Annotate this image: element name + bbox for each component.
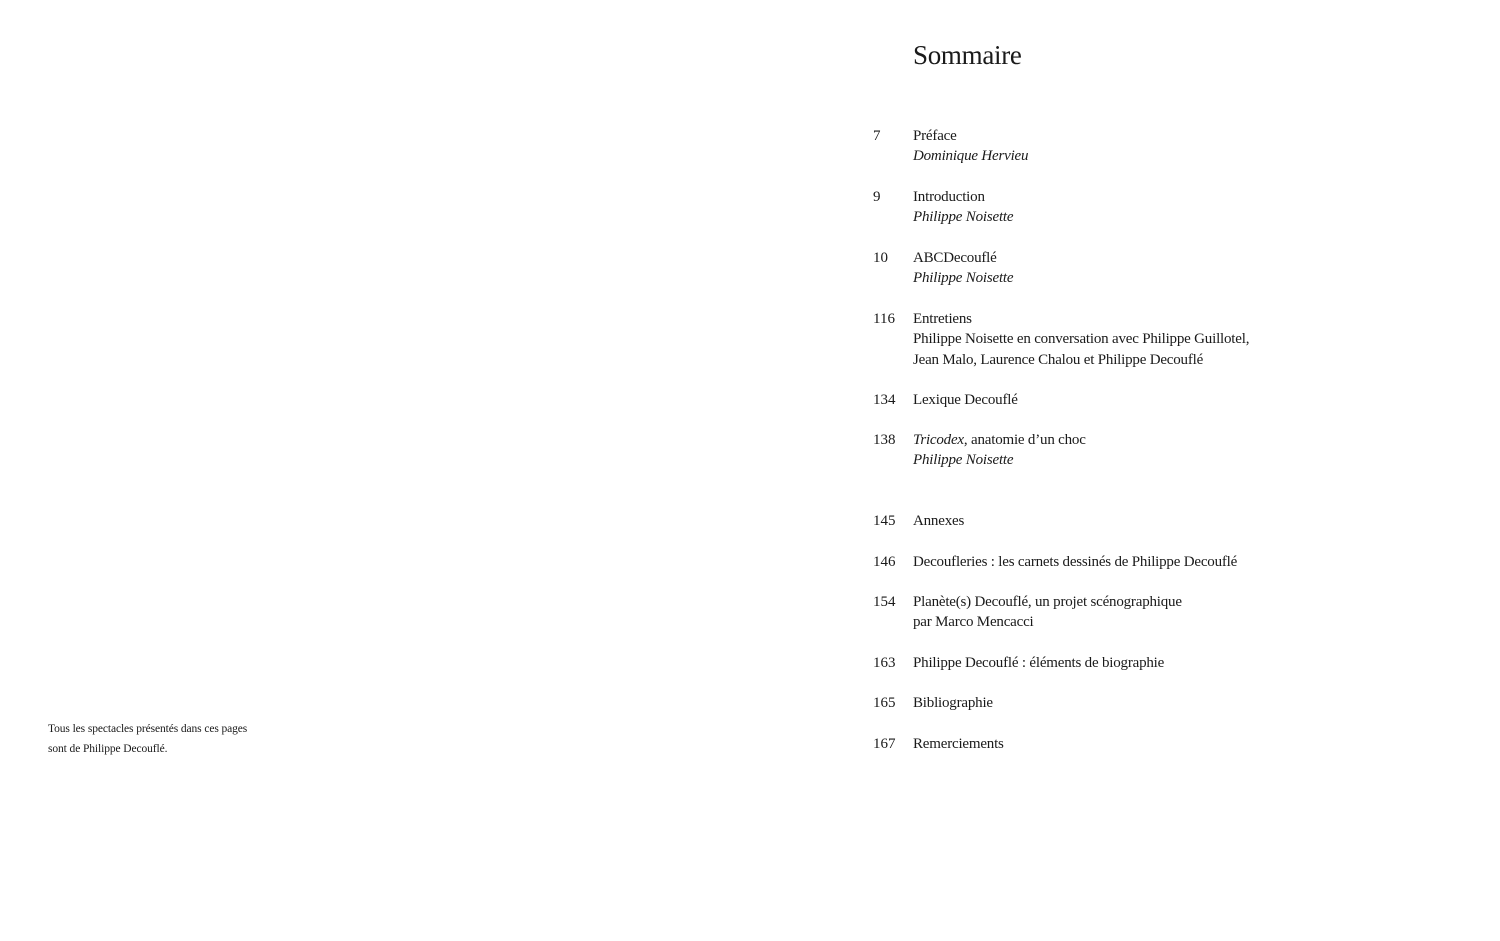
toc-page-number: 116 bbox=[873, 311, 895, 327]
toc-entry-description: Philippe Noisette en conversation avec Philippe Guillotel, bbox=[913, 331, 1250, 348]
toc-page-number: 165 bbox=[873, 695, 896, 711]
toc-page-number: 7 bbox=[873, 128, 881, 144]
toc-page-number: 167 bbox=[873, 736, 896, 752]
page-title: Sommaire bbox=[913, 40, 1022, 70]
toc-entry-author: Philippe Noisette bbox=[913, 452, 1014, 469]
credits-note-line: Tous les spectacles présentés dans ces pages bbox=[48, 723, 248, 735]
toc-entry-title: Annexes bbox=[913, 513, 965, 529]
toc-entry-title: Introduction bbox=[913, 189, 985, 205]
toc-page-number: 134 bbox=[873, 392, 896, 408]
toc-entry-title: Philippe Decouflé : éléments de biographie bbox=[913, 655, 1165, 671]
toc-entry-description: Jean Malo, Laurence Chalou et Philippe Decouflé bbox=[913, 351, 1204, 368]
toc-entry-title-italic: Tricodex bbox=[913, 432, 964, 448]
credits-note-line: sont de Philippe Decouflé. bbox=[48, 743, 168, 755]
toc-entry-author: Philippe Noisette bbox=[913, 209, 1014, 226]
toc-entry-title bbox=[913, 430, 1473, 450]
toc-page-number: 163 bbox=[873, 655, 896, 671]
toc-entry-description: par Marco Mencacci bbox=[913, 614, 1034, 631]
toc-entry-title: Préface bbox=[913, 128, 957, 144]
toc-entry-title: Lexique Decouflé bbox=[913, 392, 1018, 408]
toc-page-number: 10 bbox=[873, 250, 888, 266]
toc-entry-author: Dominique Hervieu bbox=[913, 148, 1029, 165]
toc-entry-title-rest: , anatomie d’un choc bbox=[963, 432, 1086, 448]
toc-page-number: 146 bbox=[873, 554, 896, 570]
toc-entry-title: Decoufleries : les carnets dessinés de Philippe Decouflé bbox=[913, 554, 1238, 570]
toc-entry-title: ABCDecouflé bbox=[913, 250, 997, 266]
toc-page-number: 154 bbox=[873, 594, 896, 610]
toc-entry-author: Philippe Noisette bbox=[913, 270, 1014, 287]
toc-entry-title: Planète(s) Decouflé, un projet scénographique bbox=[913, 594, 1182, 610]
toc-page-number: 138 bbox=[873, 432, 896, 448]
toc-page-number: 9 bbox=[873, 189, 881, 205]
credits-note bbox=[48, 719, 308, 759]
toc-page-number: 145 bbox=[873, 513, 896, 529]
toc-entry-title: Entretiens bbox=[913, 311, 972, 327]
toc-entry-title: Bibliographie bbox=[913, 695, 993, 711]
toc-entry-title: Remerciements bbox=[913, 736, 1004, 752]
